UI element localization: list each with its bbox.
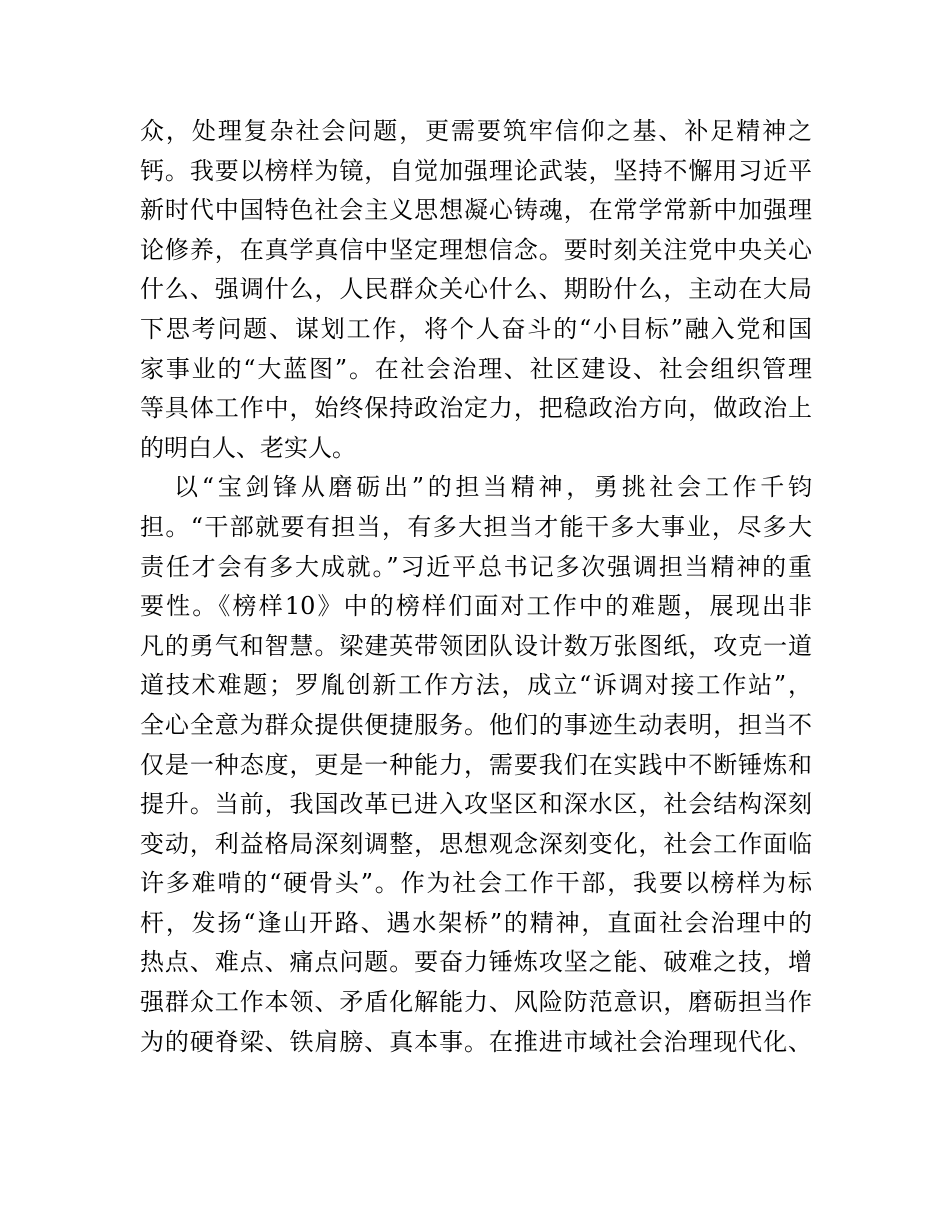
text-line: 新时代中国特色社会主义思想凝心铸魂，在常学常新中加强理 (140, 196, 812, 225)
text-line: 家事业的“大蓝图”。在社会治理、社区建设、社会组织管理 (140, 354, 812, 383)
paragraph-2 (140, 468, 812, 1062)
text-line: 的明白人、老实人。 (140, 433, 356, 462)
text-line: 为的硬脊梁、铁肩膀、真本事。在推进市域社会治理现代化、 (140, 1027, 812, 1056)
text-line: 担。“干部就要有担当，有多大担当才能干多大事业，尽多大 (140, 512, 812, 541)
text-line: 责任才会有多大成就。”习近平总书记多次强调担当精神的重 (140, 552, 812, 581)
paragraph-1 (140, 112, 812, 468)
text-line: 以“宝剑锋从磨砺出”的担当精神，勇挑社会工作千钧 (174, 473, 812, 502)
text-line: 钙。我要以榜样为镜，自觉加强理论武装，坚持不懈用习近平 (140, 156, 812, 185)
text-line: 仅是一种态度，更是一种能力，需要我们在实践中不断锤炼和 (140, 750, 812, 779)
text-line: 提升。当前，我国改革已进入攻坚区和深水区，社会结构深刻 (140, 790, 812, 819)
text-line: 强群众工作本领、矛盾化解能力、风险防范意识，磨砺担当作 (140, 988, 812, 1017)
text-line: 变动，利益格局深刻调整，思想观念深刻变化，社会工作面临 (140, 829, 812, 858)
text-line: 什么、强调什么，人民群众关心什么、期盼什么，主动在大局 (140, 275, 812, 304)
text-line: 热点、难点、痛点问题。要奋力锤炼攻坚之能、破难之技，增 (140, 948, 812, 977)
text-line: 凡的勇气和智慧。梁建英带领团队设计数万张图纸，攻克一道 (140, 631, 812, 660)
text-line: 等具体工作中，始终保持政治定力，把稳政治方向，做政治上 (140, 394, 812, 423)
text-line: 下思考问题、谋划工作，将个人奋斗的“小目标”融入党和国 (140, 314, 812, 343)
text-line: 许多难啃的“硬骨头”。作为社会工作干部，我要以榜样为标 (140, 869, 812, 898)
body-text (140, 112, 812, 1062)
text-line: 众，处理复杂社会问题，更需要筑牢信仰之基、补足精神之 (140, 117, 812, 145)
text-line: 要性。《榜样10》中的榜样们面对工作中的难题，展现出非 (140, 592, 812, 621)
text-line: 全心全意为群众提供便捷服务。他们的事迹生动表明，担当不 (140, 710, 812, 739)
text-line: 杆，发扬“逢山开路、遇水架桥”的精神，直面社会治理中的 (140, 908, 812, 937)
text-line: 道技术难题；罗胤创新工作方法，成立“诉调对接工作站”， (140, 671, 812, 700)
text-line: 论修养，在真学真信中坚定理想信念。要时刻关注党中央关心 (140, 235, 812, 264)
